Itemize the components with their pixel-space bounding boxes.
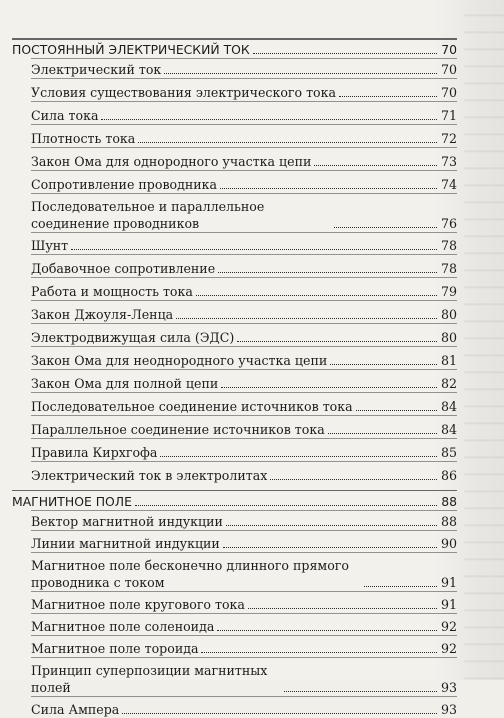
entry-page: 71	[440, 107, 457, 123]
entry-page: 80	[440, 329, 457, 345]
entry-title: Линии магнитной индукции	[31, 536, 220, 551]
leader-dots	[176, 315, 437, 319]
leader-dots	[237, 338, 437, 342]
divider	[31, 277, 457, 278]
toc-entry[interactable]	[31, 255, 457, 277]
section-heading[interactable]	[12, 40, 457, 58]
divider	[31, 254, 457, 255]
leader-dots	[356, 407, 437, 411]
entry-title: Магнитное поле тороида	[31, 641, 199, 656]
divider	[31, 438, 457, 439]
entry-title: Вектор магнитной индукции	[31, 514, 223, 529]
divider	[31, 635, 457, 636]
leader-dots	[223, 544, 437, 548]
toc-entry[interactable]	[31, 416, 457, 438]
toc-entry[interactable]	[31, 102, 457, 124]
toc-entry[interactable]	[31, 324, 457, 346]
leader-dots	[253, 50, 437, 54]
entry-page: 78	[440, 260, 457, 276]
toc-entry[interactable]	[31, 636, 457, 657]
leader-dots	[339, 93, 437, 97]
entry-title: Последовательное и параллельное соединение проводников	[31, 198, 265, 231]
entry-title: Электродвижущая сила (ЭДС)	[31, 329, 235, 345]
leader-dots	[201, 649, 437, 653]
leader-dots	[160, 453, 437, 457]
leader-dots	[196, 292, 437, 296]
entry-page: 79	[440, 283, 457, 299]
toc-entry[interactable]	[31, 171, 457, 193]
leader-dots	[248, 605, 437, 609]
entry-title: Условия существования электрического тока	[31, 84, 337, 100]
entry-page: 82	[440, 375, 457, 391]
divider	[31, 300, 457, 301]
toc-entry[interactable]	[31, 233, 457, 254]
entry-page: 70	[440, 61, 457, 77]
leader-dots	[71, 246, 437, 250]
entry-page: 91	[440, 575, 457, 590]
entry-page: 92	[440, 619, 457, 634]
divider	[31, 78, 457, 79]
entry-page: 74	[440, 176, 457, 192]
entry-title: Добавочное сопротивление	[31, 260, 216, 276]
entry-title: Магнитное поле кругового тока	[31, 597, 245, 612]
divider	[31, 613, 457, 614]
section-rule	[12, 490, 457, 492]
entry-title: Правила Кирхгофа	[31, 444, 158, 460]
leader-dots	[138, 139, 437, 143]
divider	[31, 591, 457, 592]
divider	[31, 232, 457, 233]
entry-page: 76	[440, 215, 457, 231]
leader-dots	[217, 627, 437, 631]
section-title: МАГНИТНОЕ ПОЛЕ	[12, 494, 132, 509]
entry-page: 91	[440, 597, 457, 612]
divider	[31, 657, 457, 658]
leader-dots	[122, 710, 437, 714]
entry-title: Сила тока	[31, 107, 99, 123]
divider	[31, 530, 457, 531]
toc-entry[interactable]	[31, 278, 457, 300]
entry-page: 86	[440, 467, 457, 483]
toc-entry[interactable]	[31, 301, 457, 323]
divider	[31, 124, 457, 125]
toc-entry[interactable]	[31, 347, 457, 369]
entry-page: 81	[440, 352, 457, 368]
toc-entry[interactable]	[31, 658, 457, 696]
entry-title: Последовательное соединение источников тока	[31, 398, 353, 414]
toc-entry[interactable]	[31, 439, 457, 461]
toc-entry[interactable]	[31, 393, 457, 415]
toc-entry[interactable]	[31, 370, 457, 392]
leader-dots	[270, 476, 437, 480]
entry-page: 93	[440, 702, 457, 717]
toc-entry[interactable]	[31, 59, 457, 78]
section-page: 70	[441, 41, 457, 57]
leader-dots	[328, 430, 437, 434]
entry-page: 84	[440, 421, 457, 437]
entry-title: Сила Ампера	[31, 702, 120, 717]
divider	[31, 58, 457, 59]
toc-entry[interactable]	[31, 462, 457, 484]
toc-entry[interactable]	[31, 511, 457, 530]
entry-title: Магнитное поле соленоида	[31, 619, 215, 634]
entry-title: Параллельное соединение источников тока	[31, 421, 325, 437]
entry-page: 93	[440, 680, 457, 695]
section-page: 88	[441, 494, 457, 509]
entry-page: 80	[440, 306, 457, 322]
leader-dots	[221, 384, 437, 388]
leader-dots	[364, 583, 437, 587]
divider	[31, 170, 457, 171]
divider	[31, 461, 457, 462]
entry-page: 85	[440, 444, 457, 460]
entry-title: Электрический ток в электролитах	[31, 467, 268, 483]
entry-title: Закон Ома для однородного участка цепи	[31, 153, 312, 169]
entry-title: Закон Ома для полной цепи	[31, 375, 219, 391]
entry-title: Магнитное поле бесконечно длинного прямого проводника с током	[31, 558, 349, 590]
leader-dots	[218, 269, 437, 273]
toc-entry[interactable]	[31, 697, 457, 718]
leader-dots	[164, 70, 437, 74]
entry-title: Сопротивление проводника	[31, 176, 218, 192]
divider	[31, 346, 457, 347]
divider	[31, 552, 457, 553]
toc-entry[interactable]	[31, 125, 457, 147]
entry-page: 84	[440, 398, 457, 414]
entry-page: 73	[440, 153, 457, 169]
entry-title: Закон Джоуля-Ленца	[31, 306, 174, 322]
toc-entry[interactable]	[31, 553, 457, 591]
entry-page: 70	[440, 84, 457, 100]
divider	[31, 101, 457, 102]
divider	[31, 696, 457, 697]
leader-dots	[334, 224, 437, 228]
entry-page: 90	[440, 536, 457, 551]
toc-entry[interactable]	[31, 79, 457, 101]
entry-title: Электрический ток	[31, 61, 162, 77]
section-rule	[12, 38, 457, 40]
divider	[31, 323, 457, 324]
entry-page: 78	[440, 237, 457, 253]
divider	[31, 147, 457, 148]
leader-dots	[135, 502, 437, 506]
toc-entry[interactable]	[31, 531, 457, 552]
leader-dots	[220, 185, 437, 189]
entry-title: Плотность тока	[31, 130, 136, 146]
leader-dots	[284, 688, 437, 692]
divider	[31, 369, 457, 370]
section-title: ПОСТОЯННЫЙ ЭЛЕКТРИЧЕСКИЙ ТОК	[12, 41, 250, 57]
divider	[31, 193, 457, 194]
entry-title: Шунт	[31, 237, 69, 253]
divider	[31, 415, 457, 416]
leader-dots	[226, 522, 437, 526]
entry-title: Закон Ома для неоднородного участка цепи	[31, 352, 328, 368]
toc-entry[interactable]	[31, 614, 457, 635]
entry-title: Работа и мощность тока	[31, 283, 193, 299]
entry-page: 72	[440, 130, 457, 146]
leader-dots	[314, 162, 437, 166]
divider	[31, 510, 457, 511]
toc-entry[interactable]	[31, 148, 457, 170]
leader-dots	[101, 116, 437, 120]
leader-dots	[330, 361, 437, 365]
divider	[31, 392, 457, 393]
table-of-contents	[0, 38, 504, 718]
toc-entry[interactable]	[31, 194, 457, 232]
entry-page: 88	[440, 514, 457, 529]
entry-page: 92	[440, 641, 457, 656]
toc-entry[interactable]	[31, 592, 457, 613]
section-heading[interactable]	[12, 491, 457, 510]
entry-title: Принцип суперпозиции магнитных полей	[31, 663, 268, 695]
